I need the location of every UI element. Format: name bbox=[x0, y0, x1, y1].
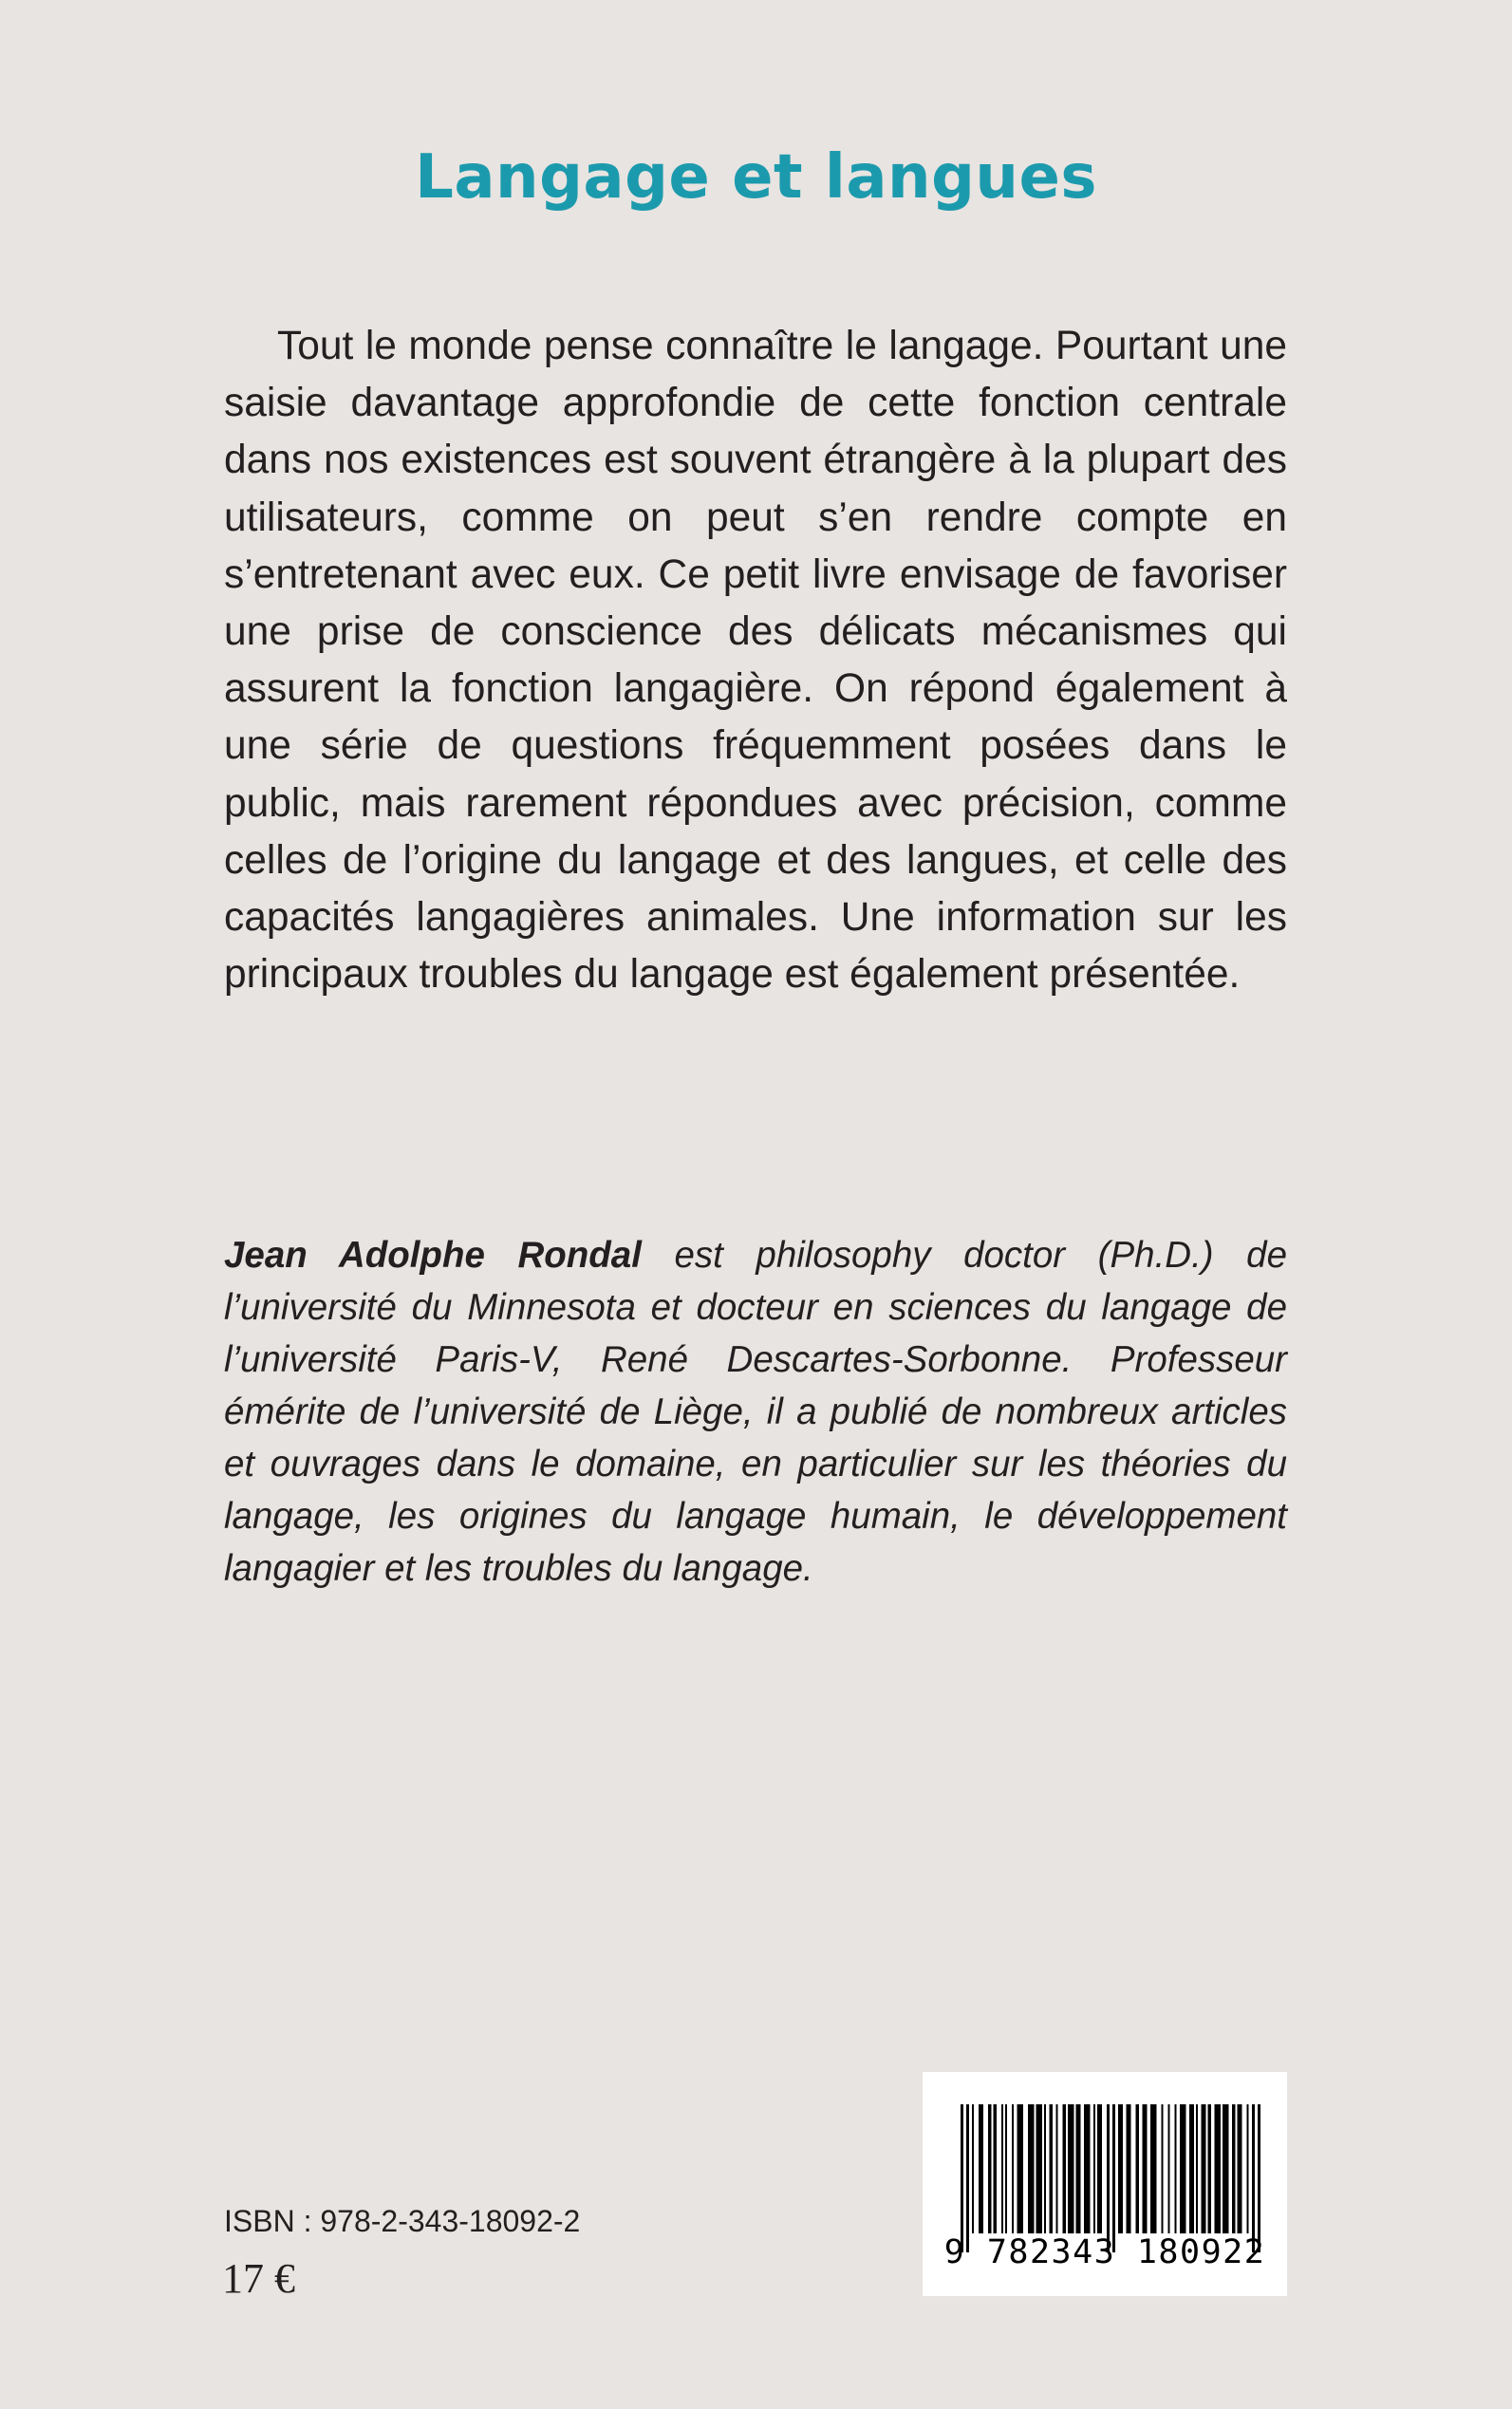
barcode-bar bbox=[1252, 2104, 1255, 2252]
barcode-bar bbox=[1001, 2104, 1003, 2233]
barcode-bar bbox=[1189, 2104, 1194, 2233]
book-title: Langage et langues bbox=[415, 142, 1097, 213]
barcode-bar bbox=[1196, 2104, 1198, 2233]
barcode-bar bbox=[1143, 2104, 1148, 2233]
barcode-bar bbox=[1258, 2104, 1260, 2252]
barcode-bar bbox=[1036, 2104, 1043, 2233]
barcode-bar bbox=[1180, 2104, 1186, 2233]
barcode-bar bbox=[961, 2104, 963, 2252]
barcode-bar bbox=[1175, 2104, 1177, 2233]
barcode-bar bbox=[979, 2104, 983, 2233]
barcode-bar bbox=[966, 2104, 969, 2252]
barcode-bar bbox=[1136, 2104, 1140, 2233]
barcode-bar bbox=[1223, 2104, 1229, 2233]
barcode-bar bbox=[1107, 2104, 1110, 2252]
barcode-bar bbox=[1076, 2104, 1081, 2233]
author-name: Jean Adolphe Rondal bbox=[224, 1235, 642, 1276]
barcode-bar bbox=[1232, 2104, 1236, 2233]
barcode-bar bbox=[1017, 2104, 1024, 2233]
barcode-bar bbox=[1247, 2104, 1249, 2233]
barcode-bar bbox=[1150, 2104, 1157, 2233]
isbn: ISBN : 978-2-343-18092-2 bbox=[224, 2204, 581, 2238]
barcode-bar bbox=[1012, 2104, 1014, 2233]
barcode-bar bbox=[1238, 2104, 1242, 2233]
barcode bbox=[923, 2072, 1287, 2296]
barcode-bar bbox=[1050, 2104, 1054, 2233]
barcode-bar bbox=[1215, 2104, 1222, 2233]
barcode-bar bbox=[1028, 2104, 1035, 2233]
barcode-bar bbox=[1093, 2104, 1095, 2233]
barcode-bar bbox=[1044, 2104, 1046, 2233]
barcode-bar bbox=[1097, 2104, 1102, 2233]
barcode-bar bbox=[1063, 2104, 1067, 2233]
barcode-bar bbox=[1118, 2104, 1123, 2233]
barcode-bar bbox=[994, 2104, 998, 2233]
author-bio bbox=[224, 1229, 1287, 1595]
barcode-bar bbox=[1005, 2104, 1007, 2233]
barcode-bar bbox=[1127, 2104, 1131, 2233]
barcode-bar bbox=[1084, 2104, 1091, 2233]
barcode-bar bbox=[1112, 2104, 1115, 2252]
barcode-bar bbox=[1202, 2104, 1206, 2233]
barcode-bar bbox=[1162, 2104, 1164, 2233]
price: 17 € bbox=[222, 2255, 295, 2302]
book-summary: Tout le monde pense connaître le langage. Pourtant une saisie davantage approfondie de cette fonction centrale dans nos existences est souvent étrangère à la plupart des utilisateurs, comme on peut s’en rendre compte en s’entretenant avec eux. Ce petit livre envisage de favoriser une prise de conscience des délicats mécanismes qui assurent la fonction langagière. On répond également à une série de questions fréquemment posées dans le public, mais rarement répondues avec précision, comme celles de l’origine du langage et des langues, et celle des capacités langagières animales. Une information sur les principaux troubles du langage est également présentée. bbox=[224, 324, 1287, 998]
barcode-bar bbox=[988, 2104, 992, 2233]
barcode-digits: 9 782343 180922 bbox=[943, 2233, 1266, 2271]
barcode-bar bbox=[1168, 2104, 1170, 2233]
barcode-bar bbox=[1056, 2104, 1058, 2233]
barcode-bar bbox=[1208, 2104, 1212, 2233]
author-bio-text: est philosophy doctor (Ph.D.) de l’université du Minnesota et docteur en sciences du langage de l’université Paris-V, René Descartes-Sorbonne. Professeur émérite de l’université de Liège, il a publié de nombreux articles et ouvrages dans le domaine, en particulier sur les théories du langage, les origines du langage humain, le développement langagier et les troubles du langage. bbox=[224, 1235, 1287, 1589]
barcode-bar bbox=[972, 2104, 974, 2233]
barcode-bar bbox=[1068, 2104, 1074, 2233]
